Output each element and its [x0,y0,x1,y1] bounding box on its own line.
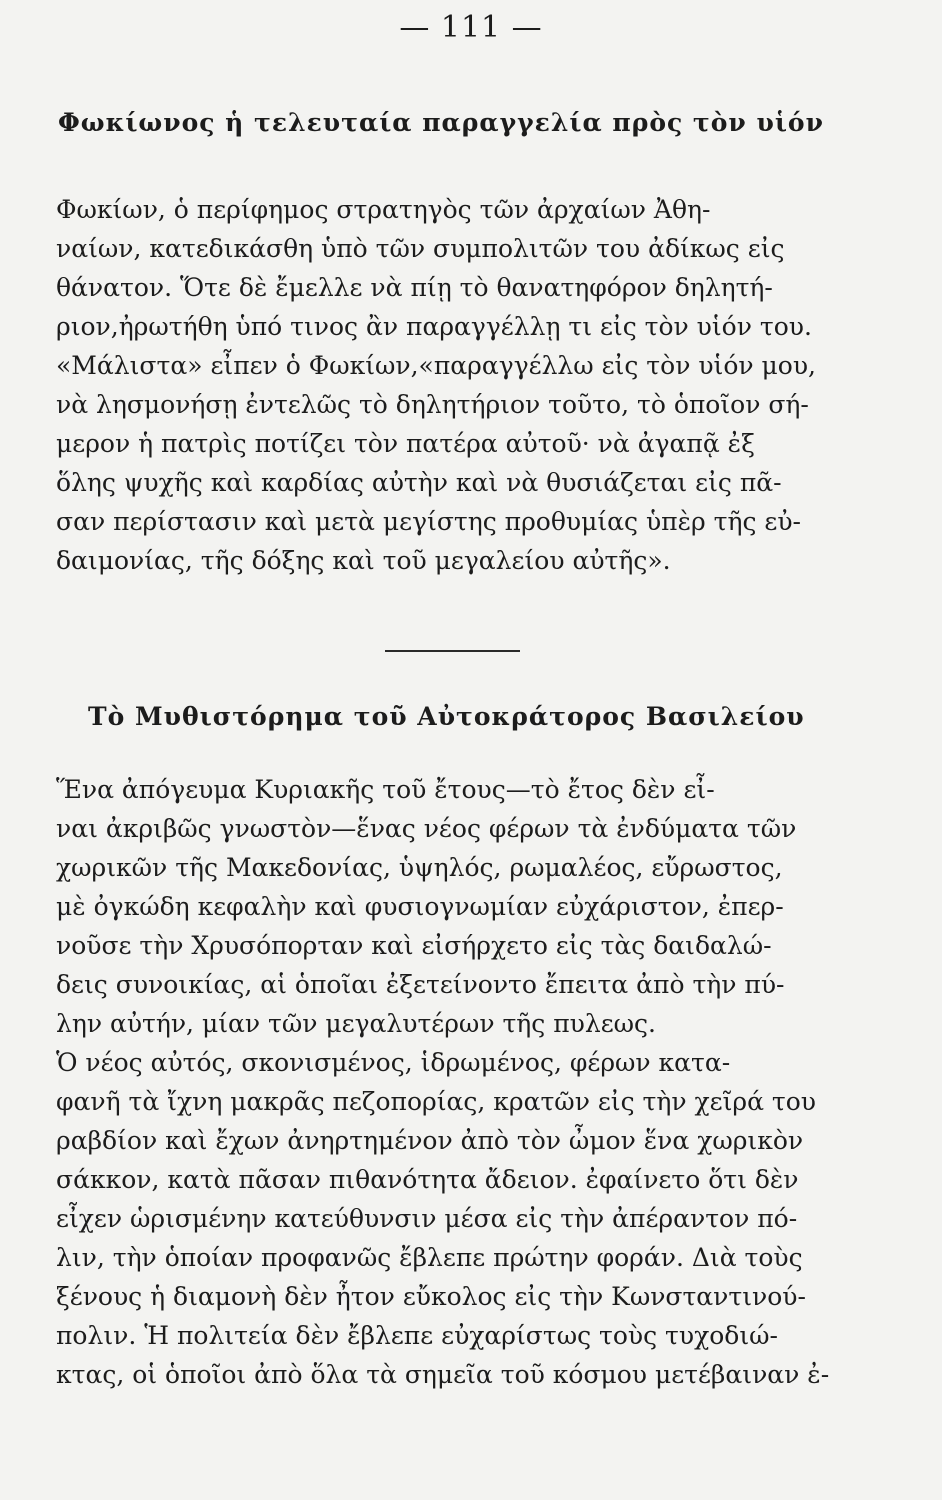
text-line: Ἕνα ἀπόγευμα Κυριακῆς τοῦ ἔτους—τὸ ἔτος δὲν εἶ- [56,775,715,804]
section-title-basil: Τὸ Μυθιστόρημα τοῦ Αὐτοκράτορος Βασιλείου [88,702,805,731]
paragraph-phocion [56,190,856,580]
text-line: σαν περίστασιν καὶ μετὰ μεγίστης προθυμίας ὑπὲρ τῆς εὐ- [56,507,801,536]
text-line: δαιμονίας, τῆς δόξης καὶ τοῦ μεγαλείου αὐτῆς». [56,546,671,575]
text-line: «Μάλιστα» εἶπεν ὁ Φωκίων,«παραγγέλλω εἰς τὸν υἱόν μου, [56,351,816,380]
text-line: ναίων, κατεδικάσθη ὑπὸ τῶν συμπολιτῶν του ἀδίκως εἰς [56,234,785,263]
text-line: ὅλης ψυχῆς καὶ καρδίας αὐτὴν καὶ νὰ θυσιάζεται εἰς πᾶ- [56,468,782,497]
text-line: μερον ἡ πατρὶς ποτίζει τὸν πατέρα αὐτοῦ· νὰ ἀγαπᾷ ἐξ [56,429,755,458]
section-title-phocion: Φωκίωνος ἡ τελευταία παραγγελία πρὸς τὸν υἱόν [58,108,824,137]
text-line: λην αὐτήν, μίαν τῶν μεγαλυτέρων τῆς πυλεως. [56,1009,656,1038]
text-line: μὲ ὀγκώδη κεφαλὴν καὶ φυσιογνωμίαν εὐχάριστον, ἐπερ- [56,892,784,921]
text-line: χωρικῶν τῆς Μακεδονίας, ὑψηλός, ρωμαλέος, εὔρωστος, [56,853,783,882]
text-line: δεις συνοικίας, αἱ ὁποῖαι ἐξετείνοντο ἔπειτα ἀπὸ τὴν πύ- [56,970,785,999]
text-line: νὰ λησμονήσῃ ἐντελῶς τὸ δηλητήριον τοῦτο, τὸ ὁποῖον σή- [56,390,809,419]
text-line: νοῦσε τὴν Χρυσόπορταν καὶ εἰσήρχετο εἰς τὰς δαιδαλώ- [56,931,772,960]
text-line: ναι ἀκριβῶς γνωστὸν—ἕνας νέος φέρων τὰ ἐνδύματα τῶν [56,814,797,843]
text-line: σάκκον, κατὰ πᾶσαν πιθανότητα ἄδειον. ἐφαίνετο ὅτι δὲν [56,1165,799,1194]
text-line: ριον,ἠρωτήθη ὑπό τινος ἂν παραγγέλλῃ τι εἰς τὸν υἱόν του. [56,312,812,341]
text-line: ξένους ἡ διαμονὴ δὲν ἦτον εὔκολος εἰς τὴν Κωνσταντινού- [56,1282,806,1311]
text-line: εἶχεν ὡρισμένην κατεύθυνσιν μέσα εἰς τὴν ἀπέραντον πό- [56,1204,798,1233]
text-line: θάνατον. Ὅτε δὲ ἔμελλε νὰ πίῃ τὸ θανατηφόρον δηλητή- [56,273,773,302]
text-line: πολιν. Ἡ πολιτεία δὲν ἔβλεπε εὐχαρίστως τοὺς τυχοδιώ- [56,1321,778,1350]
text-line: φανῆ τὰ ἴχνη μακρᾶς πεζοπορίας, κρατῶν εἰς τὴν χεῖρά του [56,1087,816,1116]
text-line: λιν, τὴν ὁποίαν προφανῶς ἔβλεπε πρώτην φοράν. Διὰ τοὺς [56,1243,803,1272]
paragraph-basil [56,770,856,1394]
text-line: κτας, οἱ ὁποῖοι ἀπὸ ὅλα τὰ σημεῖα τοῦ κόσμου μετέβαιναν ἐ- [56,1360,830,1389]
text-line: ραβδίον καὶ ἔχων ἀνηρτημένον ἀπὸ τὸν ὦμον ἕνα χωρικὸν [56,1126,804,1155]
text-line: Ὁ νέος αὐτός, σκονισμένος, ἱδρωμένος, φέρων κατα- [56,1048,731,1077]
text-line: Φωκίων, ὁ περίφημος στρατηγὸς τῶν ἀρχαίων Ἀθη- [56,195,711,224]
section-divider [385,650,520,652]
page-number: — 111 — [399,10,543,45]
